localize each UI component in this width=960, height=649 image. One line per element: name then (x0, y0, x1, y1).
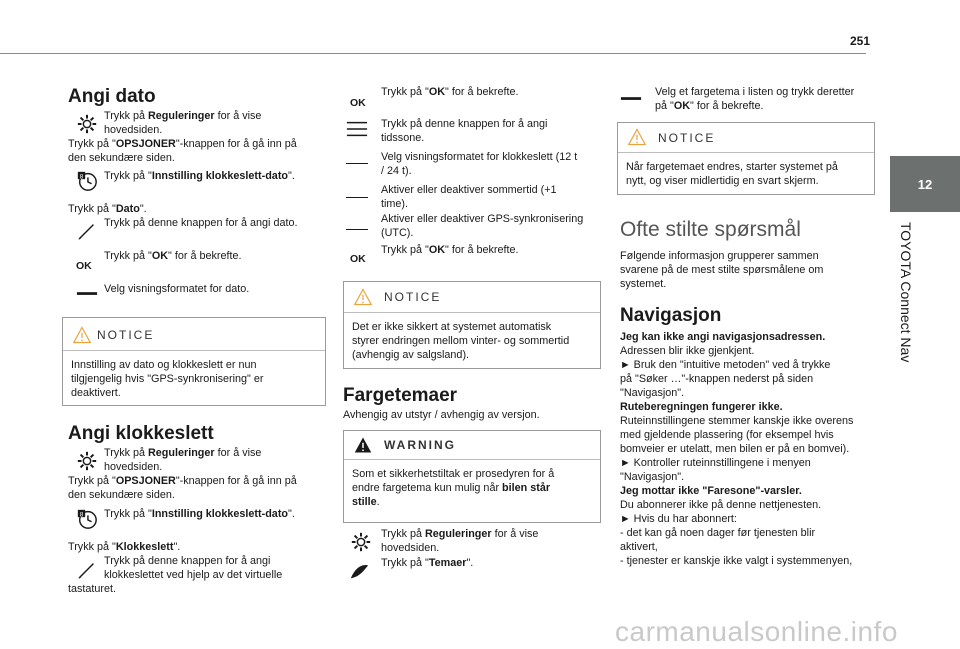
step-angi-dato-knapp: Trykk på denne knappen for å angi dato. (104, 217, 298, 229)
clock-icon (76, 508, 98, 530)
step-gps-l2: (UTC). (381, 227, 414, 239)
step-ok-bekreft: Trykk på "OK" for å bekrefte. (104, 250, 242, 262)
notice-divider (63, 350, 325, 351)
header-divider (0, 53, 866, 54)
step-f-hovedsiden: hovedsiden. (381, 542, 440, 554)
faq-answer-line: Adressen blir ikke gjenkjent. (620, 345, 755, 357)
step-k-innstilling: Trykk på "Innstilling klokkeslett-dato". (104, 508, 295, 520)
list-format-icon (76, 283, 98, 305)
step-k-reguleringer: Trykk på Reguleringer for å vise (104, 447, 262, 459)
notice-text-l2: tilgjengelig hvis "GPS-synkronisering" er (71, 373, 264, 385)
notice-divider (344, 312, 600, 313)
notice-text-l2: nytt, og viser midlertidig en svart skjerm. (626, 175, 819, 187)
notice-box-3 (617, 122, 875, 195)
svg-text:8: 8 (79, 511, 84, 519)
step-dato: Trykk på "Dato". (68, 203, 147, 215)
gear-icon (76, 113, 98, 135)
step-fargetema-l1: Velg et fargetema i listen og trykk deretter (655, 86, 855, 98)
fargetemaer-subtitle: Avhengig av utstyr / avhengig av versjon. (343, 409, 540, 421)
step-innstilling: Trykk på "Innstilling klokkeslett-dato". (104, 170, 295, 182)
faq-intro-l3: systemet. (620, 278, 667, 290)
notice-text-l1: Det er ikke sikkert at systemet automatisk (352, 321, 552, 333)
notice-title: NOTICE (97, 328, 155, 342)
clock-icon (76, 170, 98, 192)
notice-text-l1: Når fargetemaet endres, starter systemet på (626, 161, 838, 173)
faq-question-2: Ruteberegningen fungerer ikke. (620, 401, 783, 413)
faq-question-1: Jeg kan ikke angi navigasjonsadressen. (620, 331, 826, 343)
step-klokkeslett: Trykk på "Klokkeslett". (68, 541, 181, 553)
notice-box-2 (343, 281, 601, 369)
faq-answer-line: ► Kontroller ruteinnstillingene i menyen (620, 457, 811, 469)
faq-answer-line: Du abonnerer ikke på denne nettjenesten. (620, 499, 822, 511)
gear-icon (350, 531, 372, 553)
warning-title: WARNING (384, 438, 456, 452)
heading-fargetemaer: Fargetemaer (343, 385, 458, 406)
pencil-icon (76, 220, 98, 242)
chapter-tab[interactable] (890, 156, 960, 212)
warning-text-l3: stille. (352, 496, 380, 508)
step-tidssone-l2: tidssone. (381, 132, 425, 144)
notice-text-l3: deaktivert. (71, 387, 121, 399)
notice-divider (618, 152, 874, 153)
warning-triangle-icon (628, 128, 646, 146)
heading-angi-klokkeslett: Angi klokkeslett (68, 423, 214, 444)
faq-answer-line: ► Hvis du har abonnert: (620, 513, 737, 525)
ok-icon: OK (350, 253, 366, 265)
notice-title: NOTICE (384, 290, 442, 304)
warning-text-l1: Som et sikkerhetstiltak er prosedyren for å (352, 468, 555, 480)
ok-icon: OK (76, 260, 92, 272)
step-visningsformat-dato: Velg visningsformatet for dato. (104, 283, 250, 295)
chapter-number: 12 (917, 176, 933, 192)
faq-intro-l1: Følgende informasjon grupperer sammen (620, 250, 819, 262)
warning-divider (344, 459, 600, 460)
notice-box-1 (62, 317, 326, 406)
ok-icon: OK (350, 97, 366, 109)
faq-answer-line: - tjenester er kanskje ikke valgt i systemmenyen, (620, 555, 853, 567)
warning-triangle-icon (73, 326, 91, 344)
menu-icon (346, 118, 368, 140)
faq-answer-line: med gjeldende plassering (for eksempel hvis (620, 429, 834, 441)
notice-title: NOTICE (658, 131, 716, 145)
step-ok-bekreft-2: Trykk på "OK" for å bekrefte. (381, 244, 519, 256)
faq-answer-line: ► Bruk den "intuitive metoden" ved å trykke (620, 359, 831, 371)
warning-triangle-icon (354, 436, 372, 454)
notice-text-l3: (avhengig av salgsland). (352, 349, 470, 361)
step-sommertid-l1: Aktiver eller deaktiver sommertid (+1 (381, 184, 557, 196)
palette-icon (348, 560, 370, 582)
faq-question-3: Jeg mottar ikke "Faresone"-varsler. (620, 485, 802, 497)
step-format-l1: Velg visningsformatet for klokkeslett (12 t (381, 151, 578, 163)
option-line-icon (346, 197, 368, 198)
watermark: carmanualsonline.info (615, 616, 898, 647)
step-sekundaere: den sekundære siden. (68, 152, 175, 164)
step-hovedsiden: hovedsiden. (104, 124, 163, 136)
step-reguleringer: Trykk på Reguleringer for å vise (104, 110, 262, 122)
option-line-icon (346, 163, 368, 164)
step-format-l2: / 24 t). (381, 165, 412, 177)
warning-box (343, 430, 601, 523)
heading-faq: Ofte stilte spørsmål (620, 218, 801, 241)
faq-answer-line: på "Søker …"-knappen nederst på siden (620, 373, 814, 385)
svg-text:8: 8 (79, 173, 84, 181)
heading-navigasjon: Navigasjon (620, 305, 722, 326)
step-opsjoner: Trykk på "OPSJONER"-knappen for å gå inn på (68, 138, 297, 150)
step-k-sekundaere: den sekundære siden. (68, 489, 175, 501)
faq-answer-line: "Navigasjon". (620, 471, 685, 483)
notice-text-l2: styrer endringen mellom vinter- og sommertid (352, 335, 570, 347)
step-k-opsjoner: Trykk på "OPSJONER"-knappen for å gå inn på (68, 475, 297, 487)
warning-triangle-icon (354, 288, 372, 306)
step-k-knapp-l2: klokkeslettet ved hjelp av det virtuelle (104, 569, 283, 581)
page-number: 251 (850, 34, 871, 48)
step-k-hovedsiden: hovedsiden. (104, 461, 163, 473)
list-format-icon (620, 88, 642, 110)
warning-text-l2: endre fargetema kun mulig når bilen står (352, 482, 551, 494)
step-sommertid-l2: time). (381, 198, 408, 210)
gear-icon (76, 450, 98, 472)
faq-answer-line: bomveier er utelatt, men bilen er på en bomvei). (620, 443, 850, 455)
step-k-knapp-l3: tastaturet. (68, 583, 117, 595)
pencil-icon (76, 559, 98, 581)
faq-intro-l2: svarene på de mest stilte spørsmålene om (620, 264, 824, 276)
faq-answer-line: - det kan gå noen dager før tjenesten blir (620, 527, 816, 539)
step-temaer: Trykk på "Temaer". (381, 557, 474, 569)
heading-angi-dato: Angi dato (68, 86, 156, 107)
step-k-knapp-l1: Trykk på denne knappen for å angi (104, 555, 271, 567)
step-ok-bekreft: Trykk på "OK" for å bekrefte. (381, 86, 519, 98)
option-line-icon (346, 229, 368, 230)
step-tidssone-l1: Trykk på denne knappen for å angi (381, 118, 548, 130)
step-fargetema-l2: på "OK" for å bekrefte. (655, 100, 764, 112)
faq-answer-line: "Navigasjon". (620, 387, 685, 399)
faq-answer-line: aktivert, (620, 541, 658, 553)
notice-text-l1: Innstilling av dato og klokkeslett er nun (71, 359, 257, 371)
step-f-reguleringer: Trykk på Reguleringer for å vise (381, 528, 539, 540)
faq-answer-line: Ruteinnstillingene stemmer kanskje ikke overens (620, 415, 854, 427)
chapter-label: TOYOTA Connect Nav (898, 222, 914, 363)
step-gps-l1: Aktiver eller deaktiver GPS-synkronisering (381, 213, 584, 225)
